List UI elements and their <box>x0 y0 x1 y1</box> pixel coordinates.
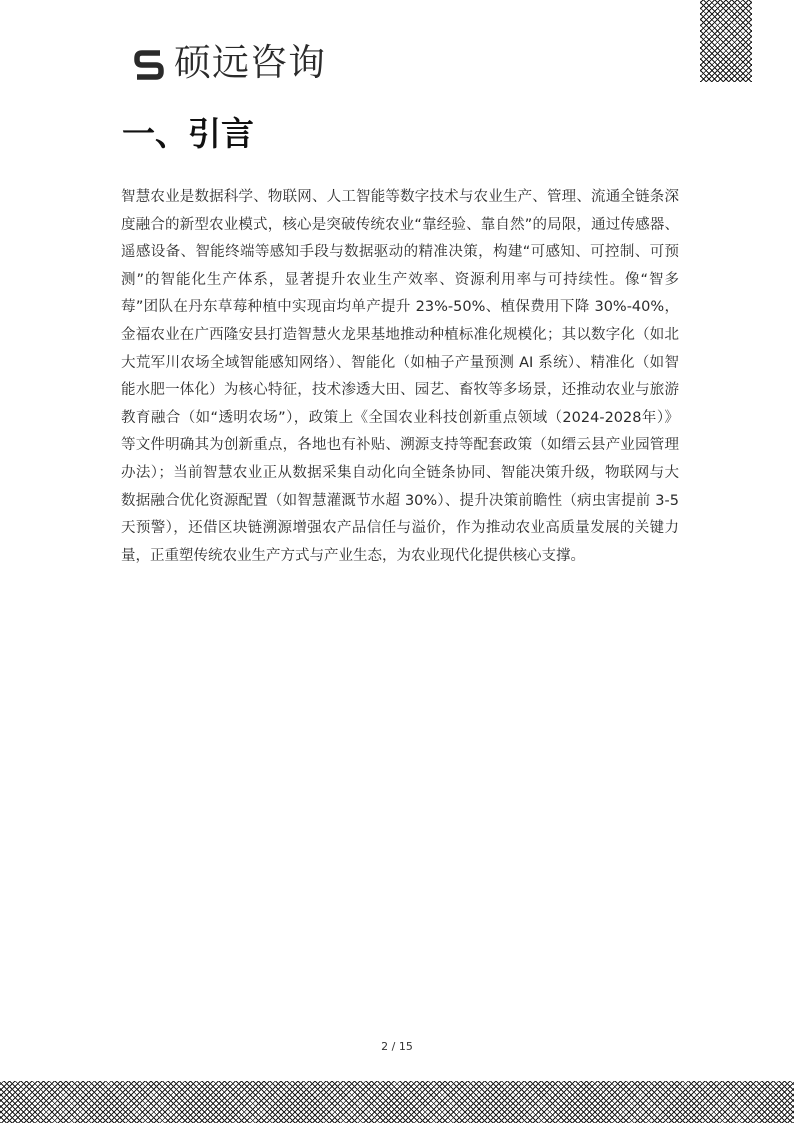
brand-s-logo-icon <box>130 44 168 82</box>
section-title: 一、引言 <box>122 114 254 153</box>
brand-logo <box>130 40 326 86</box>
intro-paragraph: 智慧农业是数据科学、物联网、人工智能等数字技术与农业生产、管理、流通全链条深度融合的新型农业模式，核心是突破传统农业“靠经验、靠自然”的局限，通过传感器、遥感设备、智能终端等感知手段与数据驱动的精准决策，构建“可感知、可控制、可预测”的智能化生产体系，显著提升农业生产效率、资源利用率与可持续性。像“智多莓”团队在丹东草莓种植中实现亩均单产提升 23%-50%、植保费用下降 30%-40%，金福农业在广西隆安县打造智慧火龙果基地推动种植标准化规模化；其以数字化（如北大荒军川农场全域智能感知网络）、智能化（如柚子产量预测 AI 系统）、精准化（如智能水肥一体化）为核心特征，技术渗透大田、园艺、畜牧等多场景，还推动农业与旅游教育融合（如“透明农场”），政策上《全国农业科技创新重点领域（2024-2028年）》等文件明确其为创新重点，各地也有补贴、溯源支持等配套政策（如缙云县产业园管理办法）；当前智慧农业正从数据采集自动化向全链条协同、智能决策升级，物联网与大数据融合优化资源配置（如智慧灌溉节水超 30%）、提升决策前瞻性（病虫害提前 3-5 天预警），还借区块链溯源增强农产品信任与溢价，作为推动农业高质量发展的关键力量，正重塑传统农业生产方式与产业生态，为农业现代化提供核心支撑。 <box>121 189 679 564</box>
footer-pattern-decoration <box>0 1081 794 1123</box>
brand-name: 硕远咨询 <box>174 41 326 84</box>
page-number: 2 / 15 <box>381 1040 413 1053</box>
corner-pattern-decoration <box>700 0 752 82</box>
